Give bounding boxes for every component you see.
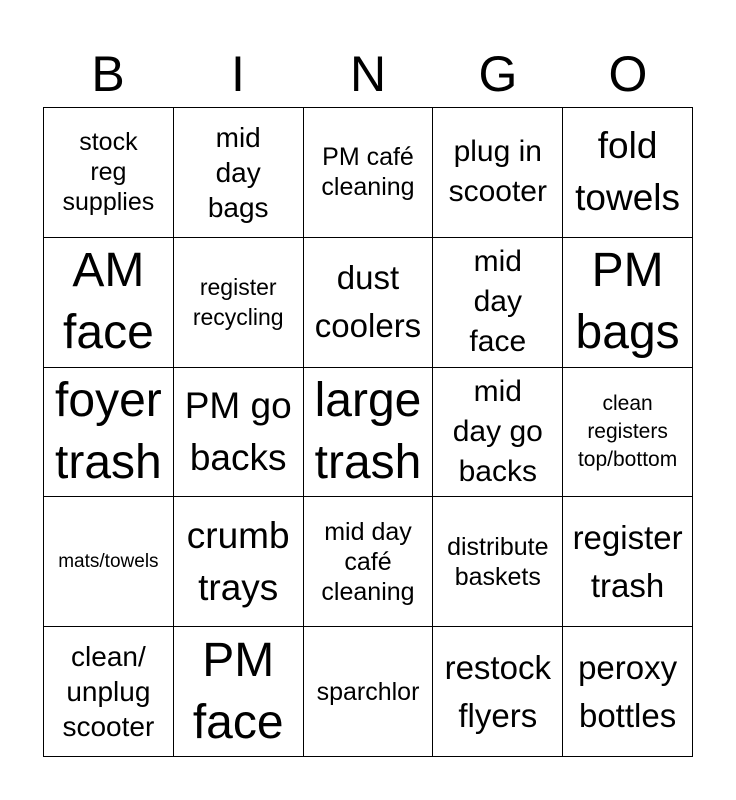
cell-label: PM face [192, 633, 284, 749]
bingo-cell[interactable] [44, 627, 174, 757]
bingo-cell[interactable] [433, 627, 563, 757]
cell-label: plug in scooter [448, 135, 547, 209]
bingo-cell[interactable] [304, 368, 434, 498]
bingo-cell[interactable] [563, 238, 693, 368]
header-letter-b: B [91, 46, 125, 102]
cell-label: peroxy bottles [578, 648, 678, 734]
cell-label: PM café cleaning [321, 143, 415, 202]
bingo-cell[interactable] [563, 497, 693, 627]
bingo-grid [43, 107, 693, 757]
bingo-cell[interactable] [433, 108, 563, 238]
bingo-cell[interactable] [174, 238, 304, 368]
bingo-cell[interactable] [44, 108, 174, 238]
bingo-cell[interactable] [304, 108, 434, 238]
cell-label: crumb trays [186, 514, 290, 608]
cell-label: sparchlor [316, 677, 420, 706]
bingo-cell[interactable] [563, 108, 693, 238]
bingo-cell[interactable] [304, 627, 434, 757]
bingo-cell[interactable] [174, 627, 304, 757]
bingo-cell[interactable] [44, 238, 174, 368]
cell-label: stock reg supplies [62, 128, 155, 217]
cell-label: mid day go backs [452, 374, 543, 488]
cell-label: mats/towels [58, 550, 159, 572]
cell-label: mid day café cleaning [321, 517, 415, 606]
cell-label: mid day bags [207, 121, 269, 223]
bingo-cell[interactable] [44, 497, 174, 627]
cell-label: AM face [63, 244, 154, 360]
bingo-cell[interactable] [44, 368, 174, 498]
cell-label: clean registers top/bottom [577, 391, 678, 471]
cell-label: PM go backs [184, 384, 292, 478]
cell-label: clean/ unplug scooter [62, 641, 155, 743]
bingo-cell[interactable] [433, 368, 563, 498]
bingo-cell[interactable] [304, 497, 434, 627]
cell-label: distribute baskets [447, 532, 549, 591]
bingo-cell[interactable] [433, 238, 563, 368]
bingo-cell[interactable] [174, 368, 304, 498]
cell-label: register recycling [192, 274, 284, 331]
bingo-cell[interactable] [174, 497, 304, 627]
header-letter-n: N [349, 46, 387, 102]
bingo-header [43, 44, 693, 104]
header-letter-i: I [231, 46, 245, 102]
bingo-cell[interactable] [304, 238, 434, 368]
header-letter-o: O [608, 46, 648, 102]
cell-label: large trash [314, 373, 422, 489]
bingo-cell[interactable] [174, 108, 304, 238]
header-letter-g: G [478, 46, 518, 102]
cell-label: PM bags [575, 244, 680, 360]
cell-label: fold towels [575, 125, 681, 219]
cell-label: dust coolers [314, 259, 422, 345]
cell-label: register trash [572, 518, 683, 604]
cell-label: mid day face [469, 245, 527, 359]
bingo-cell[interactable] [563, 368, 693, 498]
cell-label: restock flyers [444, 648, 551, 734]
cell-label: foyer trash [55, 373, 162, 489]
bingo-cell[interactable] [433, 497, 563, 627]
bingo-cell[interactable] [563, 627, 693, 757]
